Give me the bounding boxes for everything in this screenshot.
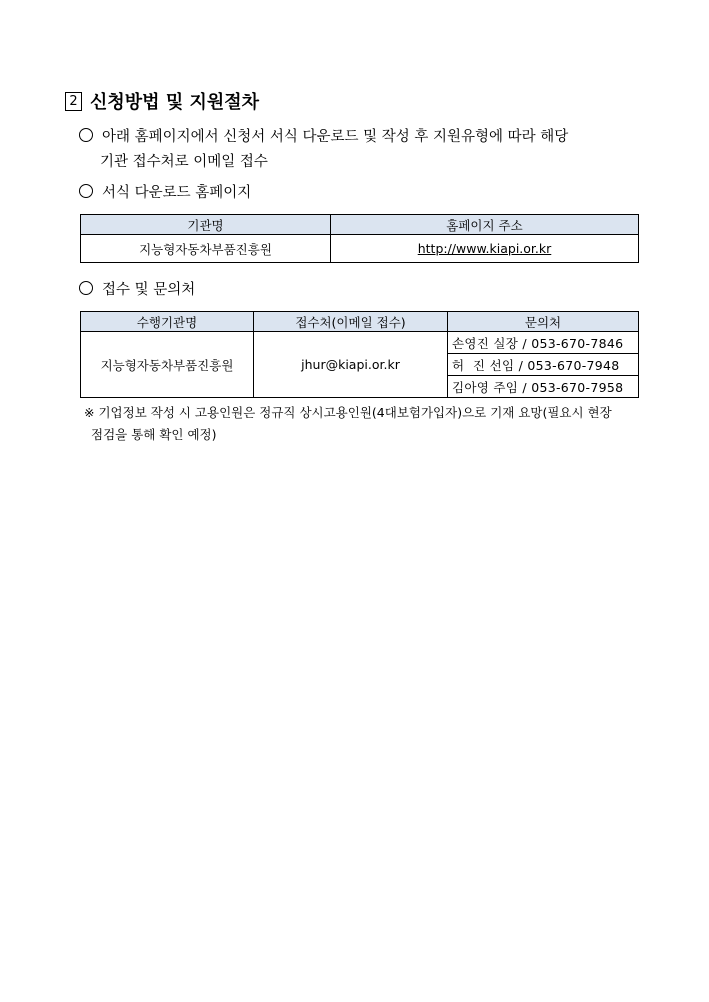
circle-bullet-icon (79, 184, 93, 198)
site-table (80, 214, 639, 263)
contact-header-email: 접수처(이메일 접수) (254, 312, 448, 332)
contact-email-link[interactable]: jhur@kiapi.or.kr (301, 357, 400, 372)
site-header-url: 홈페이지 주소 (331, 215, 639, 235)
contact-person-1: 손영진 실장 / 053-670-7846 (448, 332, 639, 354)
section-heading (65, 88, 259, 114)
site-header-org: 기관명 (81, 215, 331, 235)
circle-bullet-icon (79, 128, 93, 142)
section-title: 신청방법 및 지원절차 (90, 92, 260, 113)
bullet-apply-cont (100, 149, 268, 175)
note-line1: 기업정보 작성 시 고용인원은 정규직 상시고용인원(4대보험가입자)으로 기재 요망(필요시 현장 (98, 405, 612, 420)
contact-org-cell: 지능형자동차부품진흥원 (81, 332, 254, 398)
bullet-contact (79, 277, 195, 303)
section-number-box: 2 (65, 92, 82, 111)
site-org-cell: 지능형자동차부품진흥원 (81, 235, 331, 263)
apply-text-line1: 아래 홈페이지에서 신청서 서식 다운로드 및 작성 후 지원유형에 따라 해당 (102, 129, 569, 145)
note-block (84, 402, 644, 446)
circle-bullet-icon (79, 281, 93, 295)
apply-text-line2: 기관 접수처로 이메일 접수 (100, 154, 268, 170)
note-line2: 점검을 통해 확인 예정) (91, 427, 217, 442)
contact-person-3: 김아영 주임 / 053-670-7958 (448, 376, 639, 398)
contact-header-inquiry: 문의처 (448, 312, 639, 332)
note-mark: ※ (84, 405, 95, 420)
contact-table (80, 311, 639, 398)
bullet-download (79, 180, 251, 206)
bullet-apply (79, 124, 568, 150)
contact-header-org: 수행기관명 (81, 312, 254, 332)
download-site-label: 서식 다운로드 홈페이지 (102, 185, 252, 201)
contact-person-2: 허 진 선임 / 053-670-7948 (448, 354, 639, 376)
note-line1-row (84, 402, 644, 424)
contact-label: 접수 및 문의처 (102, 282, 196, 298)
homepage-link[interactable]: http://www.kiapi.or.kr (417, 241, 552, 256)
